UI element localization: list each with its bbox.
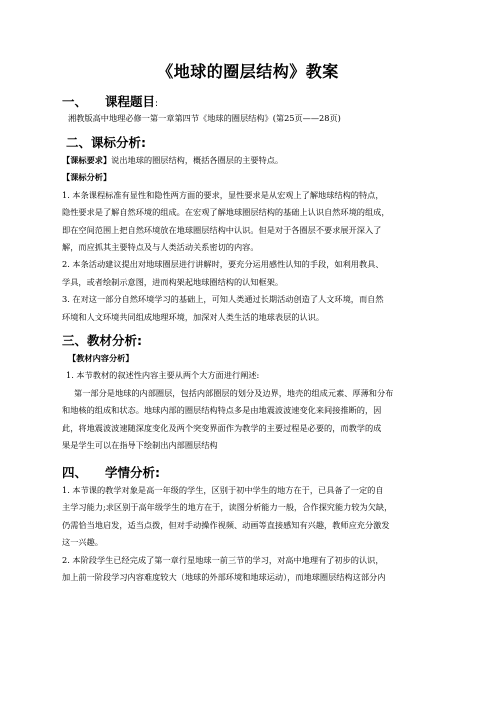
document-title: 《地球的圈层结构》教案 — [157, 62, 339, 81]
section-4-heading — [62, 463, 160, 481]
paragraph-line: 解，而应抓其主要特点及与人类活动关系密切的内容。 — [62, 242, 259, 253]
paragraph-line: 3. 在对这一部分自然环境学习的基础上，可知人类通过长期活动创造了人文环境，而自然 — [62, 294, 384, 305]
paragraph-line: 环境和人文环境共同组成地理环境，加深对人类生活的地球表层的认识。 — [62, 311, 325, 322]
section-4-title: 学情分析: — [105, 465, 161, 480]
section-1-heading — [62, 92, 158, 110]
paragraph-line: 和地核的组成和状态。地球内部的圈层结构特点多是由地震波波速变化来间接推断的，因 — [62, 405, 382, 416]
section-1-colon: : — [155, 99, 159, 109]
paragraph-line: 果是学生可以在指导下绘制出内部圈层结构 — [62, 440, 218, 451]
paragraph-line: 此，将地震波波速随深度变化及两个突变界面作为教学的主要过程是必要的，而教学的成 — [62, 422, 382, 433]
section-2-body — [62, 152, 442, 326]
section-1-text — [68, 110, 448, 127]
paragraph-line: 主学习能力;求区别于高年级学生的地方在于，读图分析能力一般，合作探究能力较为欠缺， — [62, 502, 393, 513]
paragraph-line: 1. 本节教材的叙述性内容主要从两个大方面进行阐述: — [66, 370, 260, 381]
section-1-title: 课程题目 — [105, 94, 156, 109]
section-3-heading: 三、教材分析: — [62, 333, 142, 348]
paragraph-line: 学具，或者绘制示意图，进而构架起地球圈结构的认知框架。 — [62, 276, 284, 287]
section-4-body — [62, 482, 442, 586]
paragraph-line: 2. 本阶段学生已经完成了第一章行星地球一前三节的学习，对高中地理有了初步的认识， — [62, 554, 384, 565]
paragraph-line: 第一部分是地球的内部圈层，包括内部圈层的划分及边界，地壳的组成元素、厚薄和分布 — [74, 387, 394, 398]
paragraph-line: 加上前一阶段学习内容难度较大（地球的外部环境和地球运动），而地球圈层结构这部分内 — [62, 572, 386, 583]
curriculum-requirement-tag: 【课标要求】 — [62, 155, 112, 165]
section-1-number: 一、 — [62, 94, 88, 109]
paragraph-line: 这一兴趣。 — [62, 537, 103, 548]
section-4-number: 四、 — [62, 465, 88, 480]
paragraph-line: 1. 本条课程标准有显性和隐性两方面的要求，显性要求是从宏观上了解地球结构的特点， — [62, 189, 384, 200]
paragraph-line: 1. 本节课的教学对象是高一年级的学生，区别于初中学生的地方在于，已具备了一定的自 — [62, 485, 384, 495]
curriculum-requirement-text: 说出地球的圈层结构，概括各圈层的主要特点。 — [111, 155, 284, 165]
section-3-body — [62, 350, 442, 454]
textbook-content-tag: 【教材内容分析】 — [68, 353, 134, 363]
course-title-line: 湘教版高中地理必修一第一章第四节《地球的圈层结构》(第25页——28页) — [68, 113, 341, 123]
paragraph-line: 隐性要求是了解自然环境的组成。在宏观了解地球圈层结构的基础上认识自然环境的组成， — [62, 207, 390, 218]
section-2-heading: 二、课标分析: — [66, 135, 146, 150]
paragraph-line: 2. 本条活动建议提出对地球圈层进行讲解时，要充分运用感性认知的手段，如利用教具、 — [62, 259, 384, 270]
paragraph-line: 即在空间范围上把自然环境放在地球圈层结构中认识。但是对于各圈层不要求展开深入了 — [62, 224, 382, 235]
paragraph-line: 仍需恰当地启发，适当点拨，但对手动操作视频、动画等直接感知有兴趣，教师应充分激发 — [62, 519, 390, 530]
curriculum-requirement-line — [62, 152, 442, 169]
curriculum-analysis-tag: 【课标分析】 — [62, 172, 112, 183]
